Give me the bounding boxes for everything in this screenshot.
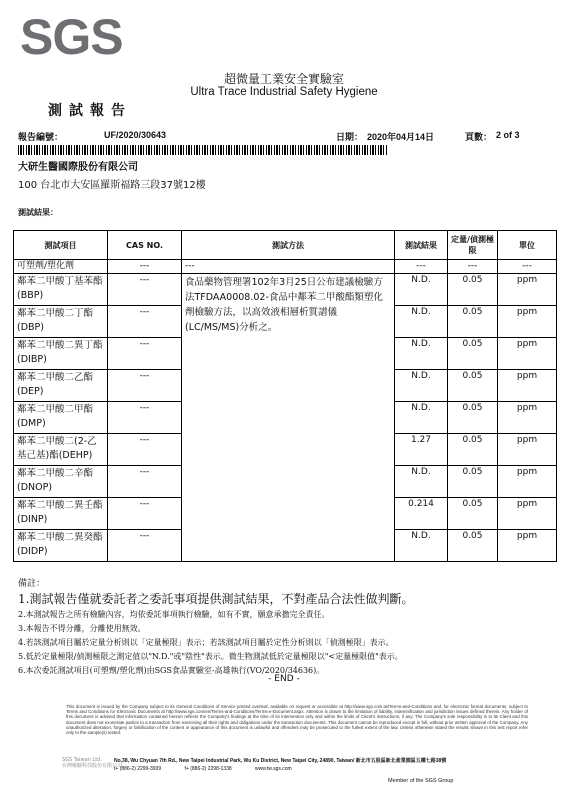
footer-web-link[interactable]: www.tw.sgs.com [255, 766, 292, 772]
detection-limit: 0.05 [448, 402, 498, 434]
header-item: 測試項目 [14, 231, 108, 260]
test-item: 鄰苯二甲酸二乙酯(DEP) [14, 370, 108, 402]
footer-company-zh: 台灣檢驗科技股份有限公司 [62, 763, 123, 769]
cas-number: --- [108, 530, 182, 562]
footer-address-zh: 新北市五股區新北產業園區五權七路38號 [355, 758, 447, 764]
detection-limit: 0.05 [448, 274, 498, 306]
footer-company [62, 757, 122, 769]
detection-limit: 0.05 [448, 498, 498, 530]
unit: ppm [498, 402, 557, 434]
report-number-label: 報告編號： [18, 132, 64, 142]
test-result: 0.214 [395, 498, 448, 530]
test-item: 鄰苯二甲酸二甲酯(DMP) [14, 402, 108, 434]
unit: ppm [498, 498, 557, 530]
legal-disclaimer: This document is issued by the Company subject to its General Conditions of Service printed overleaf, available on request or accessible at http://www.sgs.com.tw/Terms-and-Conditions and, for electronic format documents, subject to Terms and Conditions for Electronic Documents at http://www.sgs.com/en/Terms-and-Conditions/Terms-e-Document.aspx. Attention is drawn to the limitation of liability, indemnification and jurisdiction issues defined therein. Any holder of this document is advised that information contained hereon reflects the Company's findings at the time of its intervention only and within the limits of Client's instructions, if any. The Company's sole responsibility is to its Client and this document does not exonerate parties to a transaction from exercising all their rights and obligations under the transaction documents. This document cannot be reproduced except in full, without prior written approval of the Company. Any unauthorized alteration, forgery or falsification of the content or appearance of this document is unlawful and offenders may be prosecuted to the fullest extent of the law. Unless otherwise stated the results shown in this test report refer only to the sample(s) tested. [66, 704, 528, 736]
detection-limit: 0.05 [448, 434, 498, 466]
footer-fax: f+ (886-2) 2298-1338 [184, 766, 232, 772]
note-item: 4.若該測試項目屬於定量分析則以「定量極限」表示；若該測試項目屬於定性分析則以「偵測極限」表示。 [18, 638, 394, 647]
detection-limit: 0.05 [448, 306, 498, 338]
note-item: 1.測試報告僅就委託者之委託事項提供測試結果，不對產品合法性做判斷。 [18, 592, 414, 606]
test-result: N.D. [395, 530, 448, 562]
page-count-label: 頁數： [465, 132, 493, 142]
cas-number: --- [108, 370, 182, 402]
end-marker: - END - [268, 674, 300, 684]
group-limit: --- [448, 260, 498, 274]
footer-address-en: No.38, Wu Chyuan 7th Rd., New Taipei Industrial Park, Wu Ku District, New Taipei City, 24890, Taiwan/ [114, 758, 355, 764]
cas-number: --- [108, 466, 182, 498]
unit: ppm [498, 530, 557, 562]
unit: ppm [498, 306, 557, 338]
test-item: 鄰苯二甲酸二異丁酯(DIBP) [14, 338, 108, 370]
unit: ppm [498, 274, 557, 306]
test-item: 鄰苯二甲酸二異壬酯(DINP) [14, 498, 108, 530]
header-result: 測試結果 [395, 231, 448, 260]
unit: ppm [498, 434, 557, 466]
unit: ppm [498, 466, 557, 498]
test-result: N.D. [395, 274, 448, 306]
document-title: 測試報告 [48, 103, 132, 119]
detection-limit: 0.05 [448, 370, 498, 402]
cas-number: --- [108, 434, 182, 466]
table-row [14, 274, 557, 306]
note-item: 5.低於定量極限/偵測極限之測定值以"N.D."或"陰性"表示。微生物測試低於定量極限以"<定量極限值"表示。 [18, 652, 403, 661]
header-method: 測試方法 [182, 231, 395, 260]
client-name: 大研生醫國際股份有限公司 [18, 162, 138, 173]
test-item: 鄰苯二甲酸二異癸酯(DIDP) [14, 530, 108, 562]
client-address: 100 台北市大安區羅斯福路三段37號12樓 [18, 180, 206, 191]
footer-address [114, 757, 446, 773]
header-unit: 單位 [498, 231, 557, 260]
unit: ppm [498, 370, 557, 402]
lab-name-zh: 超微量工業安全實驗室 [223, 72, 344, 86]
cas-number: --- [108, 402, 182, 434]
lab-name-en: Ultra Trace Industrial Safety Hygiene [190, 86, 378, 98]
test-result: N.D. [395, 306, 448, 338]
table-group-row [14, 260, 557, 274]
footer-company-en: SGS Taiwan Ltd. [62, 757, 102, 763]
page-count: 2 of 3 [496, 130, 520, 140]
test-item: 鄰苯二甲酸丁基苯酯(BBP) [14, 274, 108, 306]
results-table [13, 230, 557, 562]
sgs-logo: SGS [20, 9, 123, 65]
note-item: 6.本次委託測試項目(可塑劑/塑化劑)由SGS食品實驗室-高雄執行(VO/2020/34636)。 [18, 666, 325, 675]
detection-limit: 0.05 [448, 466, 498, 498]
group-cas: --- [108, 260, 182, 274]
table-header-row [14, 231, 557, 260]
test-result: N.D. [395, 370, 448, 402]
test-result: N.D. [395, 466, 448, 498]
cas-number: --- [108, 498, 182, 530]
group-item: 可塑劑/塑化劑 [14, 260, 108, 274]
group-unit: --- [498, 260, 557, 274]
report-date: 2020年04月14日 [367, 132, 435, 142]
notes-list [18, 590, 548, 678]
cas-number: --- [108, 338, 182, 370]
test-result: N.D. [395, 402, 448, 434]
group-method: --- [182, 260, 395, 274]
test-item: 鄰苯二甲酸二(2-乙基己基)酯(DEHP) [14, 434, 108, 466]
test-item: 鄰苯二甲酸二丁酯(DBP) [14, 306, 108, 338]
header-limit: 定量/偵測極限 [448, 231, 498, 260]
header-cas: CAS NO. [108, 231, 182, 260]
footer-tel: t+ (886-2) 2299-3939 [114, 766, 162, 772]
report-number: UF/2020/30643 [104, 130, 167, 140]
note-item: 2.本測試報告之所有檢驗內容，均依委託事項執行檢驗，如有不實，願意承擔完全責任。 [18, 610, 330, 619]
report-date-label: 日期： [336, 132, 364, 142]
cas-number: --- [108, 306, 182, 338]
test-result: 1.27 [395, 434, 448, 466]
unit: ppm [498, 338, 557, 370]
table-row [14, 370, 557, 402]
test-method-continued [182, 370, 395, 562]
detection-limit: 0.05 [448, 530, 498, 562]
detection-limit: 0.05 [448, 338, 498, 370]
report-barcode [18, 145, 388, 155]
results-label: 測試結果： [18, 208, 58, 217]
note-item: 3.本報告不得分離，分離使用無效。 [18, 624, 146, 633]
member-of-sgs: Member of the SGS Group [388, 778, 454, 784]
test-item: 鄰苯二甲酸二辛酯(DNOP) [14, 466, 108, 498]
cas-number: --- [108, 274, 182, 306]
group-result: --- [395, 260, 448, 274]
notes-label: 備註： [18, 579, 46, 589]
test-result: N.D. [395, 338, 448, 370]
test-method: 食品藥物管理署102年3月25日公布建議檢驗方法TFDAA0008.02-食品中鄰苯二甲酸酯類塑化劑檢驗方法，以高效液相層析質譜儀(LC/MS/MS)分析之。 [182, 274, 395, 370]
